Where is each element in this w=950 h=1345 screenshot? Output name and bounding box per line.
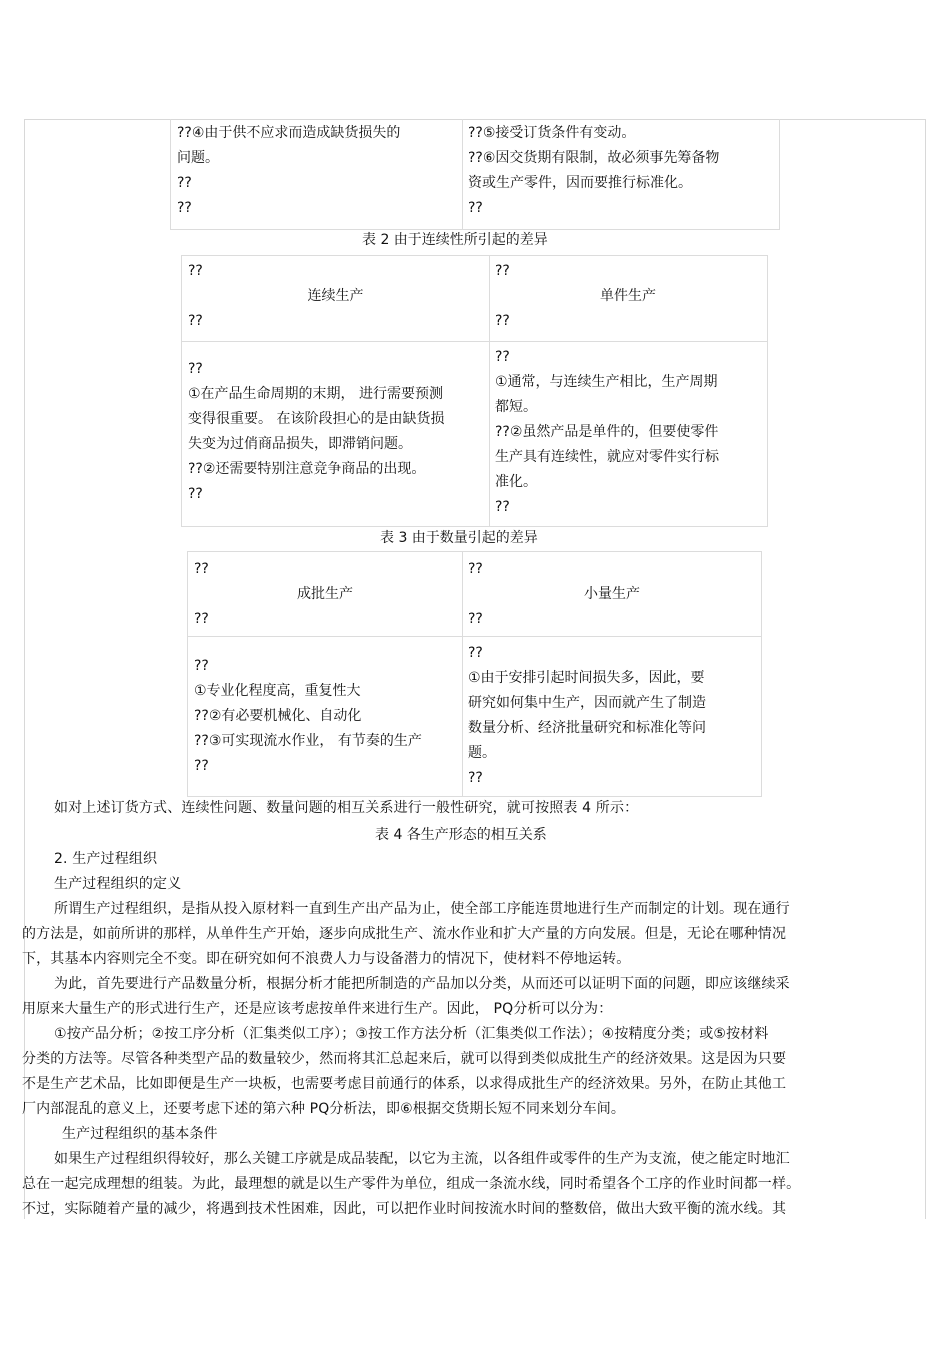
placeholder-mark: ?? xyxy=(495,313,510,329)
subsection-title: 生产过程组织的定义 xyxy=(54,876,182,892)
text-line: ①专业化程度高，重复性大 xyxy=(194,683,361,699)
text-line: 不过，实际随着产量的减少，将遇到技术性困难，因此，可以把作业时间按流水时间的整数倍，做出大致平衡的流水线。其 xyxy=(22,1201,787,1217)
text-line: 变得很重要。 在该阶段担心的是由缺货损 xyxy=(188,411,445,427)
section-title: 2. 生产过程组织 xyxy=(54,851,158,867)
text-line: ?? xyxy=(495,349,510,365)
table-3-header-right xyxy=(462,557,762,632)
text-line: ??⑥因交货期有限制，故必须事先筹备物 xyxy=(468,150,720,166)
text-line: 的方法是，如前所讲的那样，从单件生产开始，逐步向成批生产、流水作业和扩大产量的方向发展。但是，无论在哪种情况 xyxy=(22,926,787,942)
text-line: ①由于安排引起时间损失多，因此，要 xyxy=(468,670,705,686)
section-heading xyxy=(22,847,832,872)
text-line: 生产具有连续性，就应对零件实行标 xyxy=(495,449,719,465)
table-4-caption: 表 4 各生产形态的相互关系 xyxy=(375,827,547,843)
text-line: ①按产品分析；②按工序分析（汇集类似工序）；③按工作方法分析（汇集类似工作法）；④按精度分类；或⑤按材料 xyxy=(54,1026,769,1042)
text-line: 厂内部混乱的意义上，还要考虑下述的第六种 PQ分析法，即⑥根据交货期长短不同来划分车间。 xyxy=(22,1101,626,1117)
text-line: ①在产品生命周期的末期， 进行需要预测 xyxy=(188,386,443,402)
column-header-batch: 成批生产 xyxy=(297,586,353,602)
text-line: 都短。 xyxy=(495,399,537,415)
text-line: ?? xyxy=(194,758,209,774)
placeholder-mark: ?? xyxy=(495,263,510,279)
sub-heading-conditions xyxy=(22,1122,832,1147)
text-line: ?? xyxy=(468,200,483,216)
text-line: ?? xyxy=(495,499,510,515)
placeholder-mark: ?? xyxy=(468,561,483,577)
table-3-body-right xyxy=(462,641,762,791)
table-2-header-right xyxy=(489,259,767,334)
text-line: ??②还需要特别注意竞争商品的出现。 xyxy=(188,461,426,477)
table-3-body-left xyxy=(188,654,462,779)
table-1 xyxy=(170,119,780,230)
text-line: 研究如何集中生产，因而就产生了制造 xyxy=(468,695,706,711)
placeholder-mark: ?? xyxy=(188,313,203,329)
paragraph-2 xyxy=(22,972,832,1122)
text-line: ?? xyxy=(194,658,209,674)
text-line: 分类的方法等。尽管各种类型产品的数量较少，然而将其汇总起来后，就可以得到类似成批生产的经济效果。这是因为只要 xyxy=(22,1051,787,1067)
text-line: 题。 xyxy=(468,745,496,761)
paragraph-3 xyxy=(22,1147,832,1222)
intro-paragraph xyxy=(22,796,832,821)
page-frame-right xyxy=(925,119,926,1219)
text-line: 如对上述订货方式、连续性问题、数量问题的相互关系进行一般性研究，就可按照表 4 所示： xyxy=(54,800,639,816)
text-line: 下，其基本内容则完全不变。即在研究如何不浪费人力与设备潜力的情况下，使材料不停地运转。 xyxy=(22,951,631,967)
text-line: 如果生产过程组织得较好，那么关键工序就是成品装配，以它为主流，以各组件或零件的生产为支流，使之能定时地汇 xyxy=(54,1151,790,1167)
text-line: 为此，首先要进行产品数量分析，根据分析才能把所制造的产品加以分类，从而还可以证明下面的问题，即应该继续采 xyxy=(54,976,790,992)
text-line: 准化。 xyxy=(495,474,537,490)
table-2-caption: 表 2 由于连续性所引起的差异 xyxy=(362,232,548,248)
column-header-continuous: 连续生产 xyxy=(307,288,364,304)
table-2-body-right xyxy=(489,345,767,520)
text-line: ?? xyxy=(188,361,203,377)
paragraph-1 xyxy=(22,897,832,972)
placeholder-mark: ?? xyxy=(194,561,209,577)
text-line: ?? xyxy=(468,645,483,661)
column-header-single: 单件生产 xyxy=(600,288,656,304)
text-line: ??④由于供不应求而造成缺货损失的 xyxy=(177,125,401,141)
table-2 xyxy=(181,255,768,527)
text-line: 总在一起完成理想的组装。为此，最理想的就是以生产零件为单位，组成一条流水线，同时希望各个工序的作业时间都一样。 xyxy=(22,1176,801,1192)
placeholder-mark: ?? xyxy=(188,263,203,279)
text-line: ??⑤接受订货条件有变动。 xyxy=(468,125,636,141)
table-3-header-left xyxy=(188,557,462,632)
text-line: 数量分析、经济批量研究和标准化等问 xyxy=(468,720,706,736)
text-line: ??②虽然产品是单件的，但要使零件 xyxy=(495,424,719,440)
placeholder-mark: ?? xyxy=(194,611,209,627)
table-2-header-left xyxy=(182,259,489,334)
text-line: ?? xyxy=(177,175,192,191)
table-3 xyxy=(187,551,762,797)
text-line: 资或生产零件，因而要推行标准化。 xyxy=(468,175,692,191)
text-line: ??③可实现流水作业， 有节奏的生产 xyxy=(194,733,422,749)
placeholder-mark: ?? xyxy=(468,611,483,627)
text-line: 用原来大量生产的形式进行生产，还是应该考虑按单件来进行生产。因此， PQ分析可以分为： xyxy=(22,1001,613,1017)
sub-heading-definition xyxy=(22,872,832,897)
text-line: 失变为过俏商品损失，即滞销问题。 xyxy=(188,436,412,452)
table-1-left-cell xyxy=(171,121,462,221)
text-line: ?? xyxy=(468,770,483,786)
table-1-right-cell xyxy=(462,121,780,221)
subsection-title: 生产过程组织的基本条件 xyxy=(62,1126,218,1142)
text-line: 问题。 xyxy=(177,150,219,166)
text-line: ?? xyxy=(188,486,203,502)
column-header-small: 小量生产 xyxy=(584,586,640,602)
text-line: 不是生产艺术品，比如即便是生产一块板，也需要考虑目前通行的体系，以求得成批生产的经济效果。另外，在防止其他工 xyxy=(22,1076,787,1092)
text-line: ?? xyxy=(177,200,192,216)
table-2-body-left xyxy=(182,357,489,507)
text-line: 所谓生产过程组织，是指从投入原材料一直到生产出产品为止，使全部工序能连贯地进行生产而制定的计划。现在通行 xyxy=(54,901,790,917)
text-line: ①通常，与连续生产相比，生产周期 xyxy=(495,374,718,390)
text-line: ??②有必要机械化、自动化 xyxy=(194,708,362,724)
table-3-caption: 表 3 由于数量引起的差异 xyxy=(380,530,538,546)
